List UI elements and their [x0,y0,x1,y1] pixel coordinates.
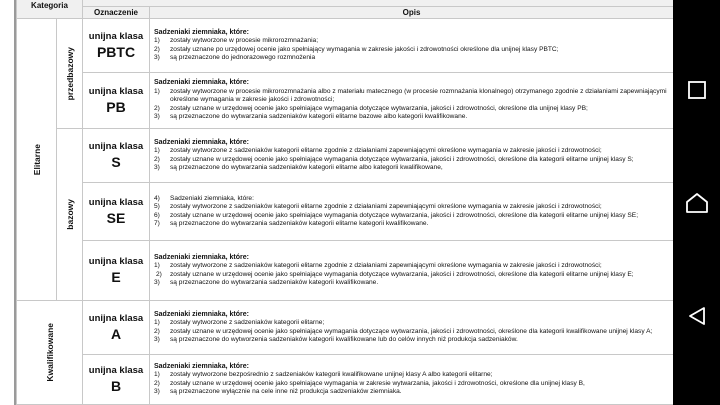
item-text: są przeznaczone do wytwarzania sadzeniaków kategorii kwalifikowane. [170,278,379,286]
item-text: zostały wytworzone z sadzeniaków kategorii elitarne zgodnie z działaniami zapewniającymi określone wymagania w zakresie jakości i zdrowotności; [170,262,602,270]
description-cell [150,301,674,355]
table-row [17,241,674,301]
item-number: 1) [154,319,160,327]
item-text: zostały wytworzone w procesie mikrorozmnażania; [170,37,319,45]
list-item [154,156,669,164]
list-item [154,271,669,279]
list-item [154,220,669,228]
item-text: zostały uznane w urzędowej ocenie jako spełniające wymagania w zakresie wytwarzania, jakości i zdrowotności, określone dla unijnej klasy B, [170,379,585,387]
class-cell-b [83,355,150,405]
item-text: są przeznaczone do wytwarzania sadzeniaków kategorii elitarne bazowe albo kategorii kwalifikowane. [170,113,468,121]
item-number: 1) [154,87,160,95]
item-number: 1) [154,37,160,45]
group-label-elitarne: Elitarne [31,143,42,176]
header-oznaczenie: Oznaczenie [83,7,150,19]
item-number: 6) [154,211,160,219]
list-item [154,336,669,344]
item-number: 4) [154,194,160,202]
subgroup-label-przedbazowy: przedbazowy [64,46,75,101]
home-button[interactable] [673,183,720,223]
class-code: E [111,269,121,285]
header-kategoria: Kategoria [17,0,83,19]
item-number: 2) [156,270,162,278]
item-text: zostały uznane w urzędowej ocenie jako spełniające wymagania dotyczące wytwarzania, jakości i zdrowotności, określone dla kategorii elitarne unijnej klasy S; [170,155,634,163]
item-text: są przeznaczone do jednorazowego rozmnożenia [170,53,316,61]
list-item [154,46,669,54]
subgroup-label-bazowy: bazowy [64,199,75,230]
item-number: 5) [154,203,160,211]
header-row-sub [17,7,674,19]
class-code: S [111,154,121,170]
class-prefix: unijna klasa [88,365,144,376]
item-text: zostały uznane po urzędowej ocenie jako spełniający wymagania w zakresie jakości i zdrowotności określone dla unijnej klasy PBTC; [170,45,559,53]
list-item [154,113,669,121]
item-text: zostały uznane w urzędowej ocenie jako spełniające wymagania dotyczące wytwarzania, jakości i zdrowotności, określone dla kategorii elitarne unijnej klasy SE; [170,211,639,219]
list-item [154,262,669,270]
item-number: 3) [154,113,160,121]
description-cell [150,129,674,183]
list-item [154,147,669,155]
description-title: Sadzeniaki ziemniaka, które: [154,138,249,146]
description-cell [150,355,674,405]
list-item [154,105,669,113]
item-text: są przeznaczone do wytwarzania sadzeniaków kategorii elitarne kategorii kwalifikowane. [170,219,429,227]
back-icon [687,306,707,326]
description-title: Sadzeniaki ziemniaka, które: [154,79,249,87]
header-opis: Opis [150,7,674,19]
class-prefix: unijna klasa [88,197,144,208]
class-cell-e [83,241,150,301]
item-number: 3) [154,278,160,286]
item-text: zostały uznane w urzędowej ocenie jako spełniające wymagania dotyczące wytwarzania, jakości i zdrowotności, określone dla unijnej klasy PB; [170,104,588,112]
list-item [154,388,669,396]
class-prefix: unijna klasa [88,256,144,267]
item-text: Sadzeniaki ziemniaka, które: [170,194,254,202]
list-item [154,54,669,62]
item-number: 3) [154,387,160,395]
list-item [154,164,669,172]
class-code: PBTC [96,44,136,60]
back-button[interactable] [673,296,720,336]
list-item [154,328,669,336]
item-number: 3) [154,163,160,171]
item-text: zostały uznane w urzędowej ocenie jako spełniające wymagania dotyczące wytwarzania, jakości i zdrowotności, określone dla kategorii elitarne unijnej klasy E; [170,270,634,278]
item-number: 2) [154,45,160,53]
item-text: są przeznaczone do wytworzenia sadzeniaków kategorii kwalifikowane lub do celów innych niż produkcja sadzeniaków. [170,335,518,343]
table-row [17,19,674,73]
class-prefix: unijna klasa [88,313,144,324]
description-title: Sadzeniaki ziemniaka, które: [154,253,249,261]
item-text: zostały wytworzone w procesie mikrorozmnażania albo z materiału matecznego (w procesie rozmnażania klonalnego) otrzymanego zgodnie z działaniami zapewniającymi określone wymagania w zakresie jakości i zdrowotności; [170,87,667,104]
item-number: 2) [154,104,160,112]
class-cell-s [83,129,150,183]
group-label-kwalifikowane: Kwalifikowane [44,323,55,382]
description-cell [150,241,674,301]
description-cell [150,19,674,73]
potato-seed-classes-table [16,0,673,405]
class-cell-se [83,183,150,241]
class-code: PB [106,99,126,115]
description-cell [150,73,674,129]
list-item [154,279,669,287]
item-text: są przeznaczone wyłącznie na cele inne niż produkcja sadzeniaków ziemniaka. [170,387,402,395]
recents-icon [687,80,707,100]
item-number: 3) [154,335,160,343]
table-row [17,355,674,405]
list-item [154,380,669,388]
item-number: 1) [154,147,160,155]
list-item [154,88,669,105]
description-title: Sadzeniaki ziemniaka, które: [154,310,249,318]
class-code: A [110,326,122,342]
class-cell-a [83,301,150,355]
class-cell-pbtc [83,19,150,73]
item-text: zostały uznane w urzędowej ocenie jako spełniające wymagania dotyczące wytwarzania, jakości i zdrowotności, określone dla kategorii kwalifikowane unijnej klasy A; [170,327,653,335]
table-row [17,183,674,241]
group-kwalifikowane [17,301,83,405]
class-code: SE [106,210,126,226]
class-code: B [110,378,122,394]
item-text: są przeznaczone do wytwarzania sadzeniaków kategorii elitarne albo kategorii kwalifikowane, [170,163,443,171]
item-number: 3) [154,53,160,61]
item-number: 1) [154,262,160,270]
subgroup-przedbazowy [57,19,83,129]
description-title: Sadzeniaki ziemniaka, które: [154,28,249,36]
class-prefix: unijna klasa [88,141,144,152]
home-icon [685,191,709,215]
android-navigation-bar [673,0,720,405]
item-number: 1) [154,371,160,379]
class-prefix: unijna klasa [88,31,144,42]
list-item [154,203,669,211]
item-number: 2) [154,155,160,163]
subgroup-bazowy [57,129,83,301]
class-prefix: unijna klasa [88,86,144,97]
item-number: 2) [154,379,160,387]
class-cell-pb [83,73,150,129]
list-item [154,319,669,327]
table-row [17,301,674,355]
table-row [17,73,674,129]
group-elitarne [17,19,57,301]
list-item [154,37,669,45]
table-row [17,129,674,183]
recents-button[interactable] [673,70,720,110]
item-number: 2) [154,327,160,335]
item-text: zostały wytworzone bezpośrednio z sadzeniaków kategorii kwalifikowane unijnej klasy A albo kategorii elitarne; [170,371,493,379]
list-item [154,371,669,379]
item-text: zostały wytworzone z sadzeniaków kategorii elitarne; [170,319,325,327]
item-text: zostały wytworzone z sadzeniaków kategorii elitarne zgodnie z działaniami zapewniającymi określone wymagania w zakresie jakości i zdrowotności; [170,147,602,155]
item-number: 7) [154,219,160,227]
description-title: Sadzeniaki ziemniaka, które: [154,362,249,370]
description-cell [150,183,674,241]
item-text: zostały wytworzone z sadzeniaków kategorii elitarne zgodnie z działaniami zapewniającymi określone wymagania w zakresie jakości i zdrowotności; [170,203,602,211]
list-item [154,195,669,203]
list-item [154,212,669,220]
